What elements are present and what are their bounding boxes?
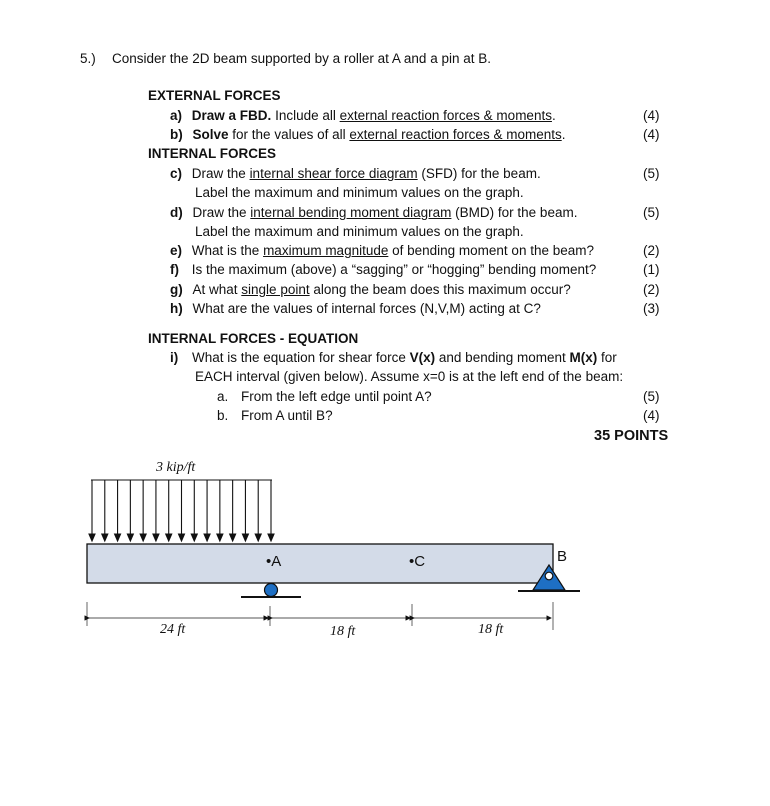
dimension-18ft-1: 18 ft — [330, 624, 356, 639]
load-arrow — [204, 480, 210, 541]
item-b: b) Solve for the values of all external reaction forces & moments. — [170, 127, 566, 142]
load-arrow — [140, 480, 146, 541]
point-a-label: •A — [266, 553, 282, 570]
item-h: h) What are the values of internal forces (N,V,M) acting at C? — [170, 301, 541, 316]
load-arrow — [179, 480, 185, 541]
sub-item-a: a. From the left edge until point A? — [217, 389, 432, 404]
item-f-points: (1) — [643, 262, 660, 277]
load-arrow — [127, 480, 133, 541]
sub-item-a-points: (5) — [643, 389, 660, 404]
load-arrow — [166, 480, 172, 541]
item-g: g) At what single point along the beam does this maximum occur? — [170, 282, 571, 297]
item-a: a) Draw a FBD. Include all external reaction forces & moments. — [170, 108, 556, 123]
item-g-points: (2) — [643, 282, 660, 297]
internal-forces-heading: INTERNAL FORCES — [148, 146, 277, 161]
load-arrow — [153, 480, 159, 541]
item-e-points: (2) — [643, 243, 660, 258]
load-arrow — [115, 480, 121, 541]
item-h-points: (3) — [643, 301, 660, 316]
load-arrow — [268, 480, 274, 541]
distributed-load — [89, 480, 274, 541]
item-d-points: (5) — [643, 205, 660, 220]
roller-support-a — [241, 584, 301, 598]
load-label: 3 kip/ft — [156, 460, 196, 475]
dimension-24ft: 24 ft — [160, 622, 186, 637]
sub-item-b-points: (4) — [643, 408, 660, 423]
sub-item-b: b. From A until B? — [217, 408, 333, 423]
load-arrow — [255, 480, 261, 541]
load-arrow — [102, 480, 108, 541]
item-d-line2: Label the maximum and minimum values on the graph. — [195, 224, 524, 239]
load-arrow — [230, 480, 236, 541]
item-b-points: (4) — [643, 127, 660, 142]
load-arrow — [191, 480, 197, 541]
dimension-18ft-2: 18 ft — [478, 622, 504, 637]
item-c-line2: Label the maximum and minimum values on the graph. — [195, 185, 524, 200]
total-points: 35 POINTS — [594, 428, 669, 444]
question-prompt: Consider the 2D beam supported by a roller at A and a pin at B. — [112, 51, 491, 66]
external-forces-heading: EXTERNAL FORCES — [148, 88, 281, 103]
beam — [87, 544, 553, 583]
item-i: i) What is the equation for shear force V(x) and bending moment M(x) for — [170, 350, 617, 365]
load-arrow — [217, 480, 223, 541]
item-d: d) Draw the internal bending moment diagram (BMD) for the beam. — [170, 205, 578, 220]
point-b-label: B — [557, 548, 568, 565]
point-c-label: •C — [409, 553, 426, 570]
load-arrow — [242, 480, 248, 541]
item-c-points: (5) — [643, 166, 660, 181]
item-c: c) Draw the internal shear force diagram (SFD) for the beam. — [170, 166, 541, 181]
question-number: 5.) — [80, 51, 96, 66]
item-a-points: (4) — [643, 108, 660, 123]
equation-heading: INTERNAL FORCES - EQUATION — [148, 331, 359, 346]
item-e: e) What is the maximum magnitude of bending moment on the beam? — [170, 243, 594, 258]
load-arrow — [89, 480, 95, 541]
item-f: f) Is the maximum (above) a “sagging” or “hogging” bending moment? — [170, 262, 597, 277]
item-i-line2: EACH interval (given below). Assume x=0 is at the left end of the beam: — [195, 369, 624, 384]
